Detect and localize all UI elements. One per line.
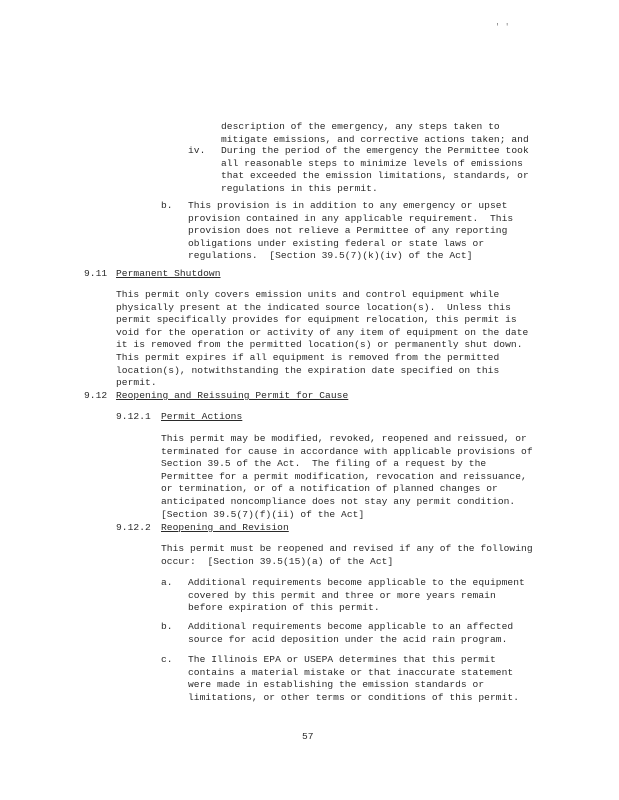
item-b-text: This provision is in addition to any emergency or upset provision contained in any applicable requirement. This provision does not relieve a Permittee of any reporting obligations under existing federal or state laws or regulations. [Section 39.5(7)(k)(iv) of the Act] xyxy=(188,200,514,262)
item-a-number: a. xyxy=(161,577,173,588)
item-iv-text: During the period of the emergency the Permittee took all reasonable steps to minimize levels of emissions that exceeded the emission limitations, standards, or regulations in this permit. xyxy=(221,145,529,194)
item-a-text: Additional requirements become applicable to the equipment covered by this permit and three or more years remain before expiration of this permit. xyxy=(188,577,525,614)
item-c-text: The Illinois EPA or USEPA determines that this permit contains a material mistake or that inaccurate statement were made in establishing the emission standards or limitations, or other terms or conditions of this permit. xyxy=(188,654,520,703)
item-b2-number: b. xyxy=(161,621,173,632)
section-9-11-title: Permanent Shutdown xyxy=(116,268,221,279)
section-9-11-number: 9.11 xyxy=(84,268,108,279)
subsection-9-12-2-number: 9.12.2 xyxy=(116,522,151,533)
continuation-text: description of the emergency, any steps taken to mitigate emissions, and corrective actions taken; and xyxy=(221,121,529,145)
subsection-9-12-2-paragraph: This permit must be reopened and revised if any of the following occur: [Section 39.5(15)(a) of the Act] xyxy=(161,543,533,567)
subsection-9-12-1-paragraph: This permit may be modified, revoked, reopened and reissued, or terminated for cause in accordance with applicable provisions of Section 39.5 of the Act. The filing of a request by the Permittee for a permit modification, revocation and reissuance, or termination, or of a notification of planned changes or anticipated noncompliance does not stay any permit condition. [Section 39.5(7)(f)(ii) of the Act] xyxy=(161,433,533,520)
page-number: 57 xyxy=(302,731,314,742)
subsection-9-12-1-title: Permit Actions xyxy=(161,411,243,422)
item-iv-number: iv. xyxy=(188,145,206,156)
header-mark: ' ' xyxy=(495,23,510,32)
item-b-number: b. xyxy=(161,200,173,211)
item-c-number: c. xyxy=(161,654,173,665)
item-b2-text: Additional requirements become applicable to an affected source for acid deposition under the acid rain program. xyxy=(188,621,514,645)
subsection-9-12-2-title: Reopening and Revision xyxy=(161,522,289,533)
section-9-11-paragraph: This permit only covers emission units and control equipment while physically present at the indicated source location(s). Unless this permit specifically provides for equipment relocation, this permit is void for the operation or activity of any item of equipment on the date it is removed from the permitted location(s) or permanently shut down. This permit expires if all equipment is removed from the permitted location(s), notwithstanding the expiration date specified on this permit. xyxy=(116,289,529,389)
subsection-9-12-1-number: 9.12.1 xyxy=(116,411,151,422)
section-9-12-number: 9.12 xyxy=(84,390,108,401)
section-9-12-title: Reopening and Reissuing Permit for Cause xyxy=(116,390,349,401)
